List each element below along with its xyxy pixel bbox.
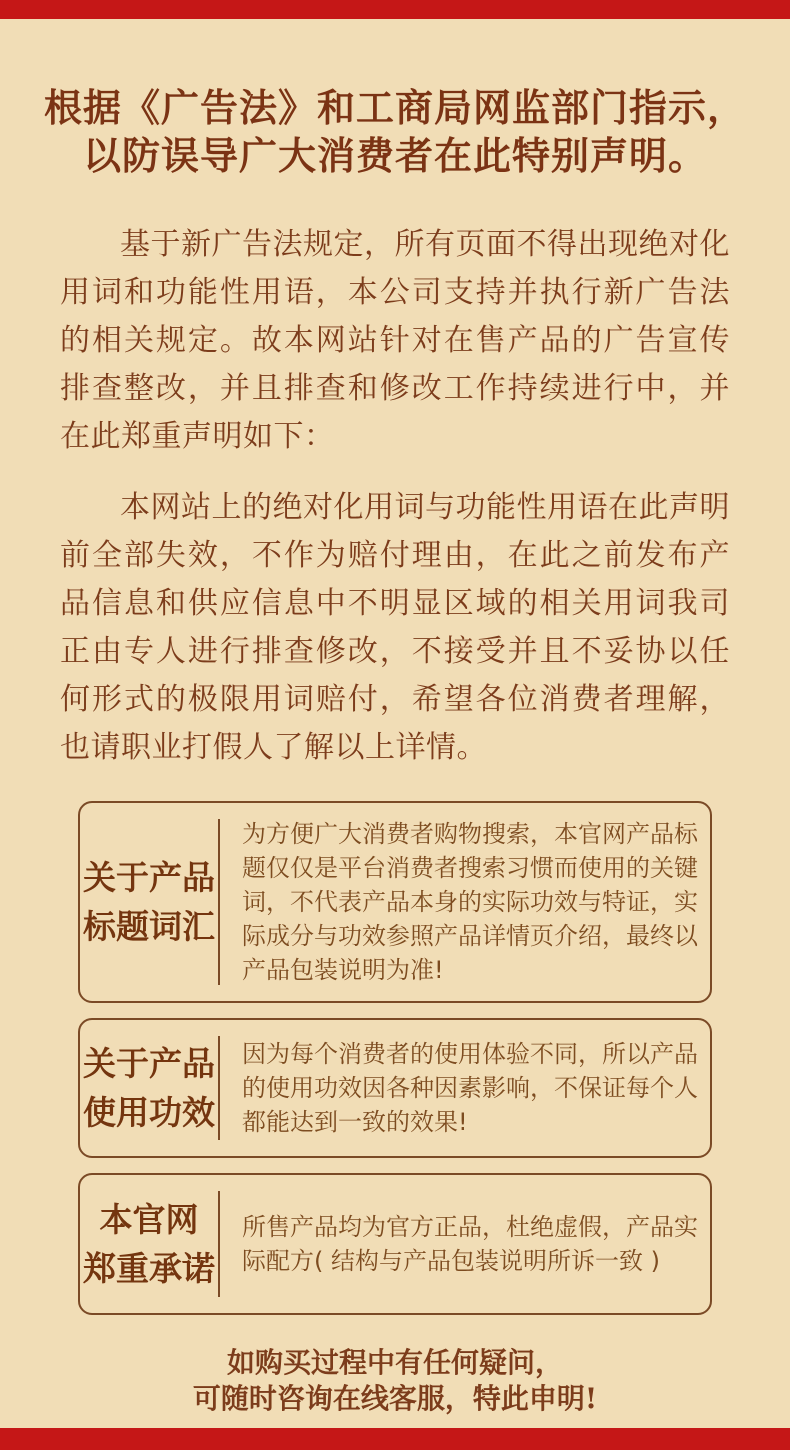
declaration-paragraph-1: 基于新广告法规定，所有页面不得出现绝对化用词和功能性用语，本公司支持并执行新广告法的相关规定。故本网站针对在售产品的广告宣传排查整改，并且排查和修改工作持续进行中，并在此郑重声明如下：	[60, 227, 730, 454]
notice-boxes	[78, 801, 712, 1315]
notice-box-text	[220, 803, 710, 1001]
bottom-red-bar	[0, 1428, 790, 1450]
declaration-title-line2: 以防误导广大消费者在此特别声明。	[82, 133, 707, 178]
declaration-title-line1: 根据《广告法》和工商局网监部门指示，	[43, 85, 746, 130]
footer-note	[0, 1345, 790, 1417]
footer-note-line2: 可随时咨询在线客服，特此申明!	[192, 1382, 598, 1415]
notice-box-label	[80, 803, 218, 1001]
declaration-title	[30, 0, 760, 180]
notice-box-text	[220, 1175, 710, 1313]
notice-box-label-line1: 本官网	[99, 1200, 199, 1239]
notice-box-text-content: 所售产品均为官方正品，杜绝虚假，产品实际配方( 结构与产品包装说明所诉一致 )	[242, 1213, 698, 1275]
notice-box-text-content: 为方便广大消费者购物搜索，本官网产品标题仅仅是平台消费者搜索习惯而使用的关键词，不代表产品本身的实际功效与特证，实际成分与功效参照产品详情页介绍，最终以产品包装说明为准!	[242, 820, 698, 984]
top-red-bar	[0, 0, 790, 19]
notice-box-product-effect	[78, 1018, 712, 1158]
notice-box-label-line2: 使用功效	[83, 1093, 215, 1132]
notice-box-official-promise	[78, 1173, 712, 1315]
notice-box-label-line2: 郑重承诺	[83, 1249, 215, 1288]
notice-box-text-content: 因为每个消费者的使用体验不同，所以产品的使用功效因各种因素影响，不保证每个人都能达到一致的效果!	[242, 1040, 698, 1136]
notice-box-product-title	[78, 801, 712, 1003]
notice-box-label-line1: 关于产品	[83, 1044, 215, 1083]
notice-box-label	[80, 1020, 218, 1156]
notice-box-text	[220, 1020, 710, 1156]
declaration-paragraph-2: 本网站上的绝对化用词与功能性用语在此声明前全部失效，不作为赔付理由，在此之前发布产品信息和供应信息中不明显区域的相关用词我司正由专人进行排查修改，不接受并且不妥协以任何形式的极限用词赔付，希望各位消费者理解，也请职业打假人了解以上详情。	[60, 490, 730, 765]
notice-box-label-line2: 标题词汇	[83, 907, 215, 946]
notice-box-label	[80, 1175, 218, 1313]
footer-note-line1: 如购买过程中有任何疑问，	[226, 1346, 563, 1379]
notice-box-label-line1: 关于产品	[83, 858, 215, 897]
